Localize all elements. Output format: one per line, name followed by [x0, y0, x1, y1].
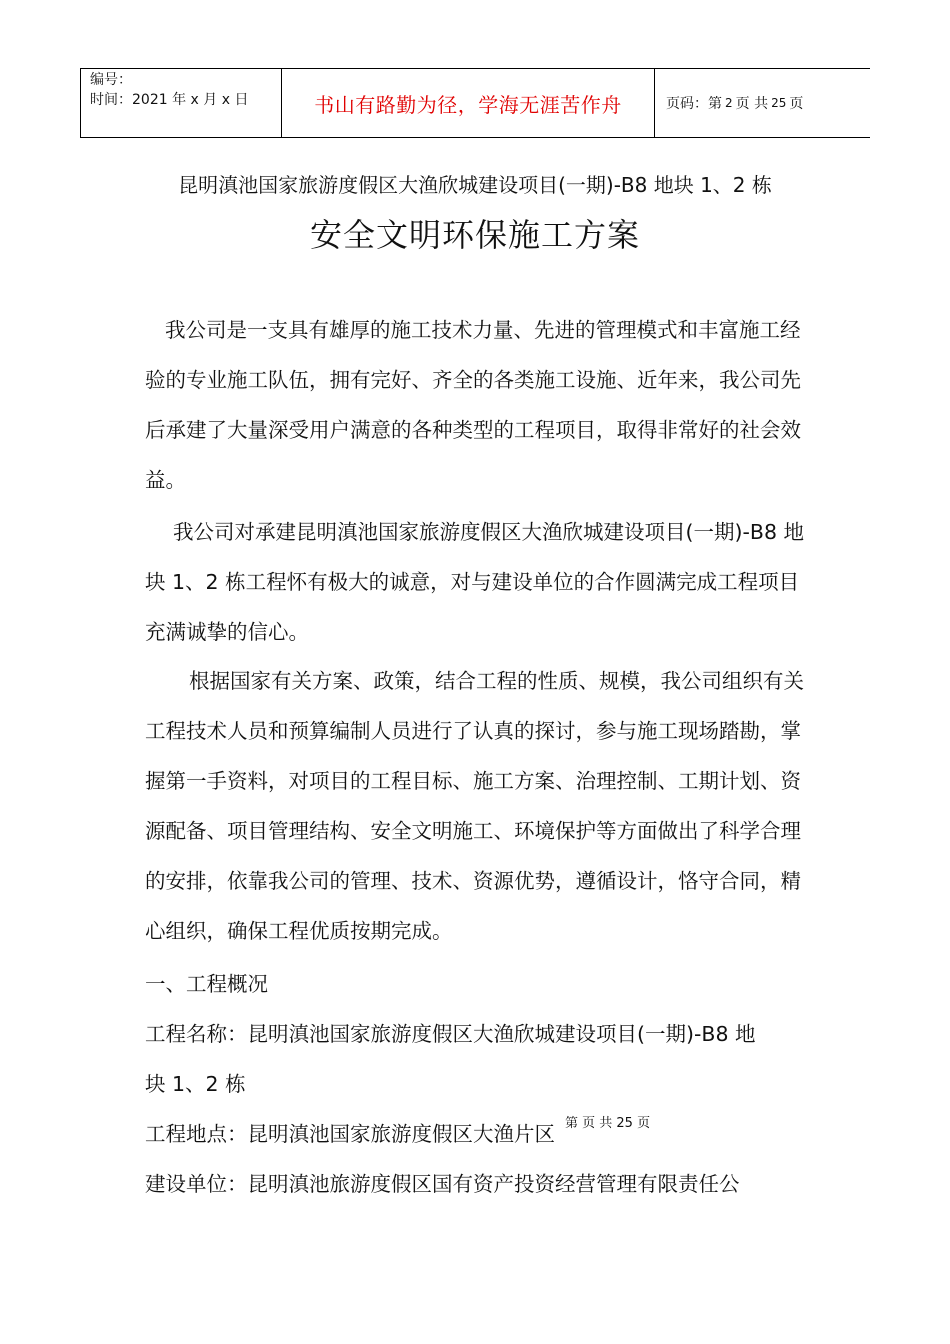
page-suffix: 页: [789, 96, 804, 112]
document-title: 安全文明环保施工方案: [309, 216, 640, 254]
paragraph-1: 我公司是一支具有雄厚的施工技术力量、先进的管理模式和丰富施工经验的专业施工队伍，拥有完好、齐全的各类施工设施、近年来，我公司先后承建了大量深受用户满意的各种类型的工程项目，取得非常好的社会效益。: [145, 318, 801, 492]
project-name-line-2: 块 1、2 栋: [145, 1072, 246, 1096]
owner-line: 建设单位：昆明滇池旅游度假区国有资产投资经营管理有限责任公: [145, 1172, 740, 1196]
page-total: 25: [771, 96, 787, 110]
page-prefix: 页码：第: [666, 96, 722, 112]
time-label: 时间：2021 年 x 月 x 日: [90, 92, 249, 108]
page-mid: 页 共: [735, 96, 769, 112]
paragraph-2: 我公司对承建昆明滇池国家旅游度假区大渔欣城建设项目(一期)-B8 地块 1、2 栋工程怀有极大的诚意，对与建设单位的合作圆满完成工程项目充满诚挚的信心。: [145, 520, 805, 644]
project-location: 工程地点：昆明滇池国家旅游度假区大渔片区: [145, 1122, 555, 1146]
header-meta-cell: [80, 69, 282, 137]
project-name-line-1: 工程名称：昆明滇池国家旅游度假区大渔欣城建设项目(一期)-B8 地: [145, 1022, 756, 1046]
header-page-cell: [655, 69, 870, 137]
document-subtitle: 昆明滇池国家旅游度假区大渔欣城建设项目(一期)-B8 地块 1、2 栋: [178, 173, 772, 197]
footer-page-number: 第 页 共 25 页: [565, 1116, 651, 1131]
motto: 书山有路勤为径，学海无涯苦作舟: [314, 92, 622, 117]
paragraph-3: 根据国家有关方案、政策，结合工程的性质、规模，我公司组织有关工程技术人员和预算编制人员进行了认真的探讨，参与施工现场踏勘，掌握第一手资料，对项目的工程目标、施工方案、治理控制、工期计划、资源配备、项目管理结构、安全文明施工、环境保护等方面做出了科学合理的安排，依靠我公司的管理、技术、资源优势，遵循设计，恪守合同，精心组织，确保工程优质按期完成。: [145, 669, 804, 943]
document-header: [80, 68, 870, 138]
header-motto-cell: [282, 69, 655, 137]
section-heading: 一、工程概况: [145, 972, 268, 996]
number-label: 编号：: [90, 72, 132, 88]
page-current: 2: [725, 96, 733, 110]
